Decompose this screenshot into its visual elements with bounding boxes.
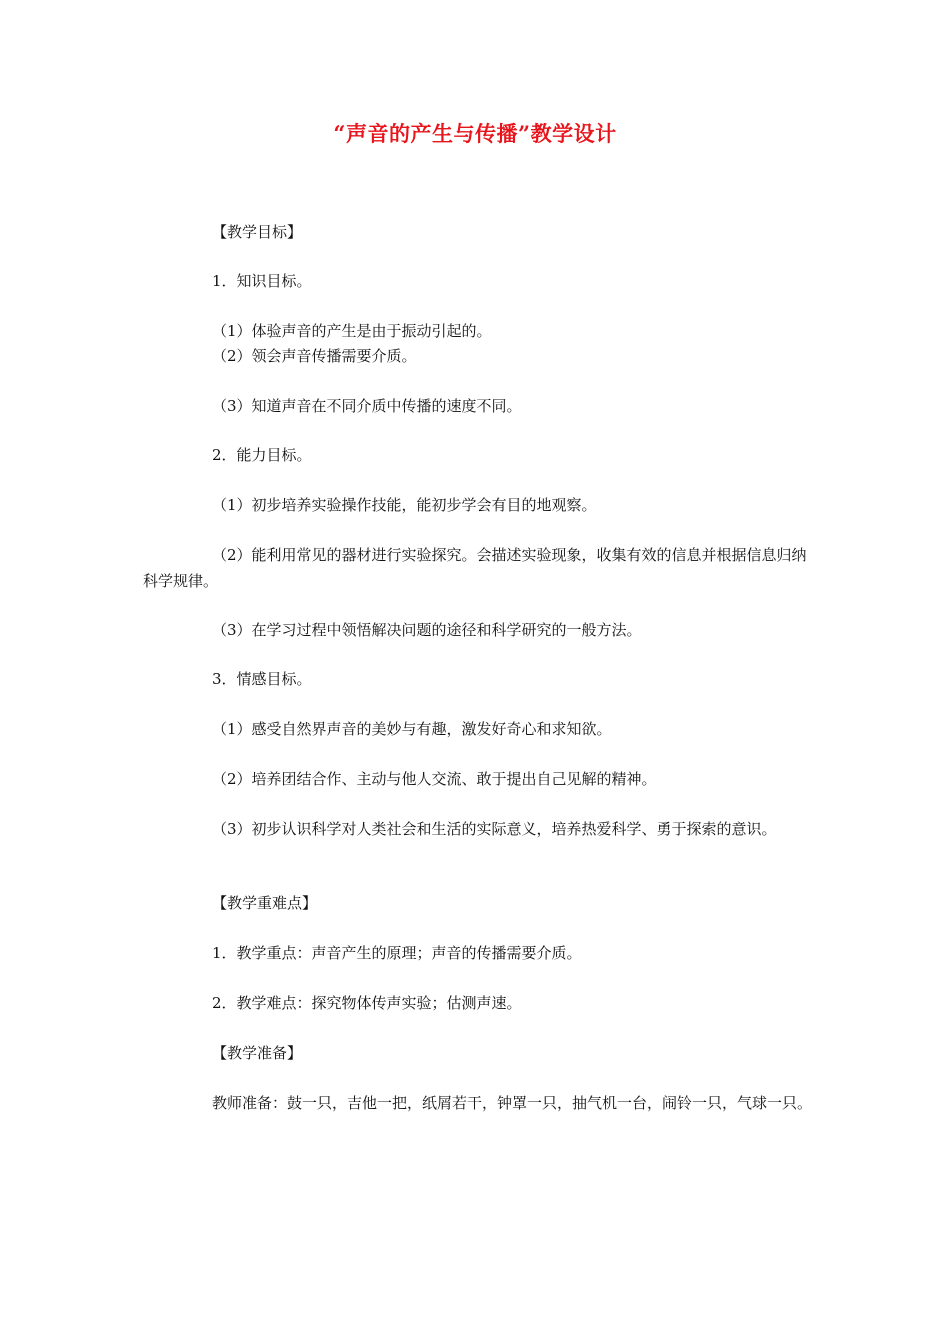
ability-goals-heading: 2．能力目标。 [212, 446, 312, 464]
emotion-item-1: （1）感受自然界声音的美妙与有趣，激发好奇心和求知欲。 [212, 720, 612, 738]
ability-item-3: （3）在学习过程中领悟解决问题的途径和科学研究的一般方法。 [212, 621, 642, 639]
key-point-1: 1．教学重点：声音产生的原理；声音的传播需要介质。 [212, 944, 582, 962]
preparation-heading: 【教学准备】 [212, 1044, 303, 1062]
knowledge-item-3: （3）知道声音在不同介质中传播的速度不同。 [212, 397, 522, 415]
knowledge-item-1: （1）体验声音的产生是由于振动引起的。 [212, 322, 492, 340]
document-title: “声音的产生与传播”教学设计 [333, 121, 617, 146]
knowledge-goals-heading: 1．知识目标。 [212, 272, 312, 290]
teaching-goals-heading: 【教学目标】 [212, 223, 303, 241]
ability-item-1: （1）初步培养实验操作技能，能初步学会有目的地观察。 [212, 496, 597, 514]
ability-item-2: （2）能利用常见的器材进行实验探究。会描述实验现象，收集有效的信息并根据信息归纳科学规律。 [143, 546, 807, 590]
emotion-goals-heading: 3．情感目标。 [212, 670, 312, 688]
emotion-item-2: （2）培养团结合作、主动与他人交流、敢于提出自己见解的精神。 [212, 770, 657, 788]
preparation-text: 教师准备：鼓一只，吉他一把，纸屑若干，钟罩一只，抽气机一台，闹铃一只，气球一只。 [212, 1094, 813, 1112]
emotion-item-3: （3）初步认识科学对人类社会和生活的实际意义，培养热爱科学、勇于探索的意识。 [212, 820, 777, 838]
key-points-heading: 【教学重难点】 [212, 894, 318, 912]
key-point-2: 2．教学难点：探究物体传声实验；估测声速。 [212, 994, 522, 1012]
knowledge-item-2: （2）领会声音传播需要介质。 [212, 347, 417, 365]
